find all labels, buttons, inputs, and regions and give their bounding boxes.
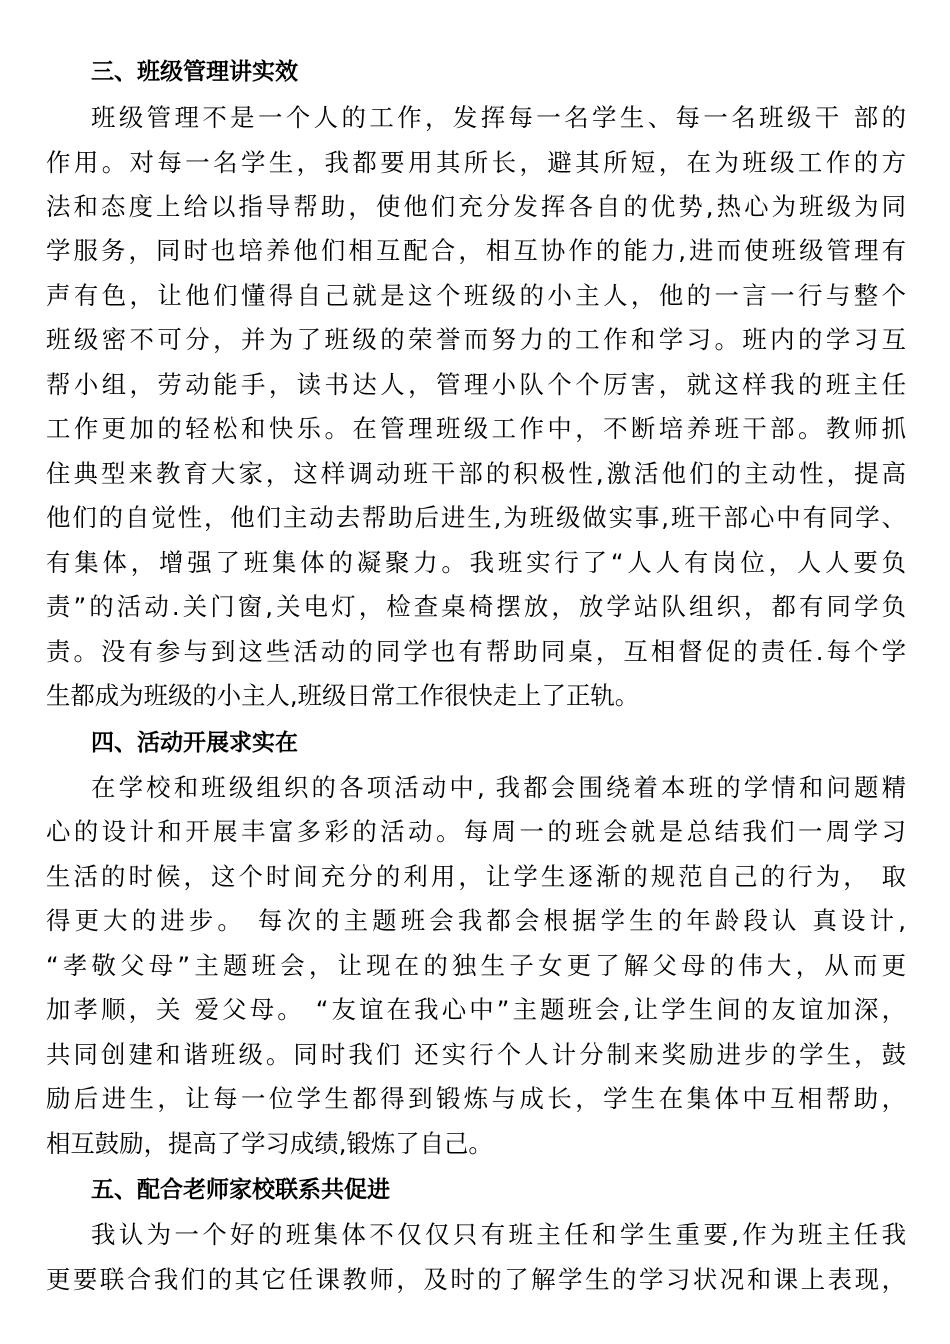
paragraph-line: 他们的自觉性，他们主动去帮助后进生,为班级做实事,班干部心中有同学、 xyxy=(46,503,906,532)
paragraph-line: “孝敬父母”主题班会，让现在的独生子女更了解父母的伟大，从而更 xyxy=(46,951,906,980)
paragraph-line: 有集体，增强了班集体的凝聚力。我班实行了“人人有岗位，人人要负 xyxy=(46,548,906,577)
paragraph-line: 在学校和班级组织的各项活动中, 我都会围绕着本班的学情和问题精 xyxy=(91,773,906,802)
section-heading: 三、班级管理讲实效 xyxy=(91,59,298,85)
paragraph-line: 相互鼓励，提高了学习成绩,锻炼了自己。 xyxy=(46,1129,493,1158)
paragraph-line: 励后进生，让每一位学生都得到锻炼与成长，学生在集体中互相帮助， xyxy=(46,1084,906,1113)
paragraph-line: 我认为一个好的班集体不仅仅只有班主任和学生重要,作为班主任我 xyxy=(91,1220,906,1249)
paragraph-line: 班级密不可分，并为了班级的荣誉而努力的工作和学习。班内的学习互 xyxy=(46,325,906,354)
paragraph-line: 加孝顺，关 爱父母。 “友谊在我心中”主题班会,让学生间的友谊加深， xyxy=(46,995,906,1024)
section-heading: 五、配合老师家校联系共促进 xyxy=(91,1177,390,1203)
paragraph-line: 声有色，让他们懂得自己就是这个班级的小主人，他的一言一行与整个 xyxy=(46,281,906,310)
paragraph-line: 学服务，同时也培养他们相互配合，相互协作的能力,进而使班级管理有 xyxy=(46,236,906,265)
section-heading: 四、活动开展求实在 xyxy=(91,730,298,756)
paragraph-line: 生都成为班级的小主人,班级日常工作很快走上了正轨。 xyxy=(46,681,640,710)
paragraph-line: 心的设计和开展丰富多彩的活动。每周一的班会就是总结我们一周学习 xyxy=(46,817,906,846)
paragraph-line: 得更大的进步。 每次的主题班会我都会根据学生的年龄段认 真设计, xyxy=(46,906,906,935)
paragraph-line: 责”的活动.关门窗,关电灯，检查桌椅摆放，放学站队组织，都有同学负 xyxy=(46,592,906,621)
paragraph-line: 帮小组，劳动能手，读书达人，管理小队个个厉害，就这样我的班主任 xyxy=(46,370,906,399)
paragraph-line: 工作更加的轻松和快乐。在管理班级工作中，不断培养班干部。教师抓 xyxy=(46,414,906,443)
paragraph-line: 共同创建和谐班级。同时我们 还实行个人计分制来奖励进步的学生，鼓 xyxy=(46,1040,906,1069)
paragraph-line: 法和态度上给以指导帮助，使他们充分发挥各自的优势,热心为班级为同 xyxy=(46,192,906,221)
paragraph-line: 生活的时候，这个时间充分的利用，让学生逐渐的规范自己的行为， 取 xyxy=(46,862,906,891)
paragraph-line: 住典型来教育大家，这样调动班干部的积极性,激活他们的主动性，提高 xyxy=(46,459,906,488)
paragraph-line: 作用。对每一名学生，我都要用其所长，避其所短，在为班级工作的方 xyxy=(46,148,906,177)
paragraph-line: 责。没有参与到这些活动的同学也有帮助同桌，互相督促的责任.每个学 xyxy=(46,637,906,666)
paragraph-line: 更要联合我们的其它任课教师，及时的了解学生的学习状况和课上表现， xyxy=(46,1265,906,1294)
paragraph-line: 班级管理不是一个人的工作，发挥每一名学生、每一名班级干 部的 xyxy=(91,103,906,132)
